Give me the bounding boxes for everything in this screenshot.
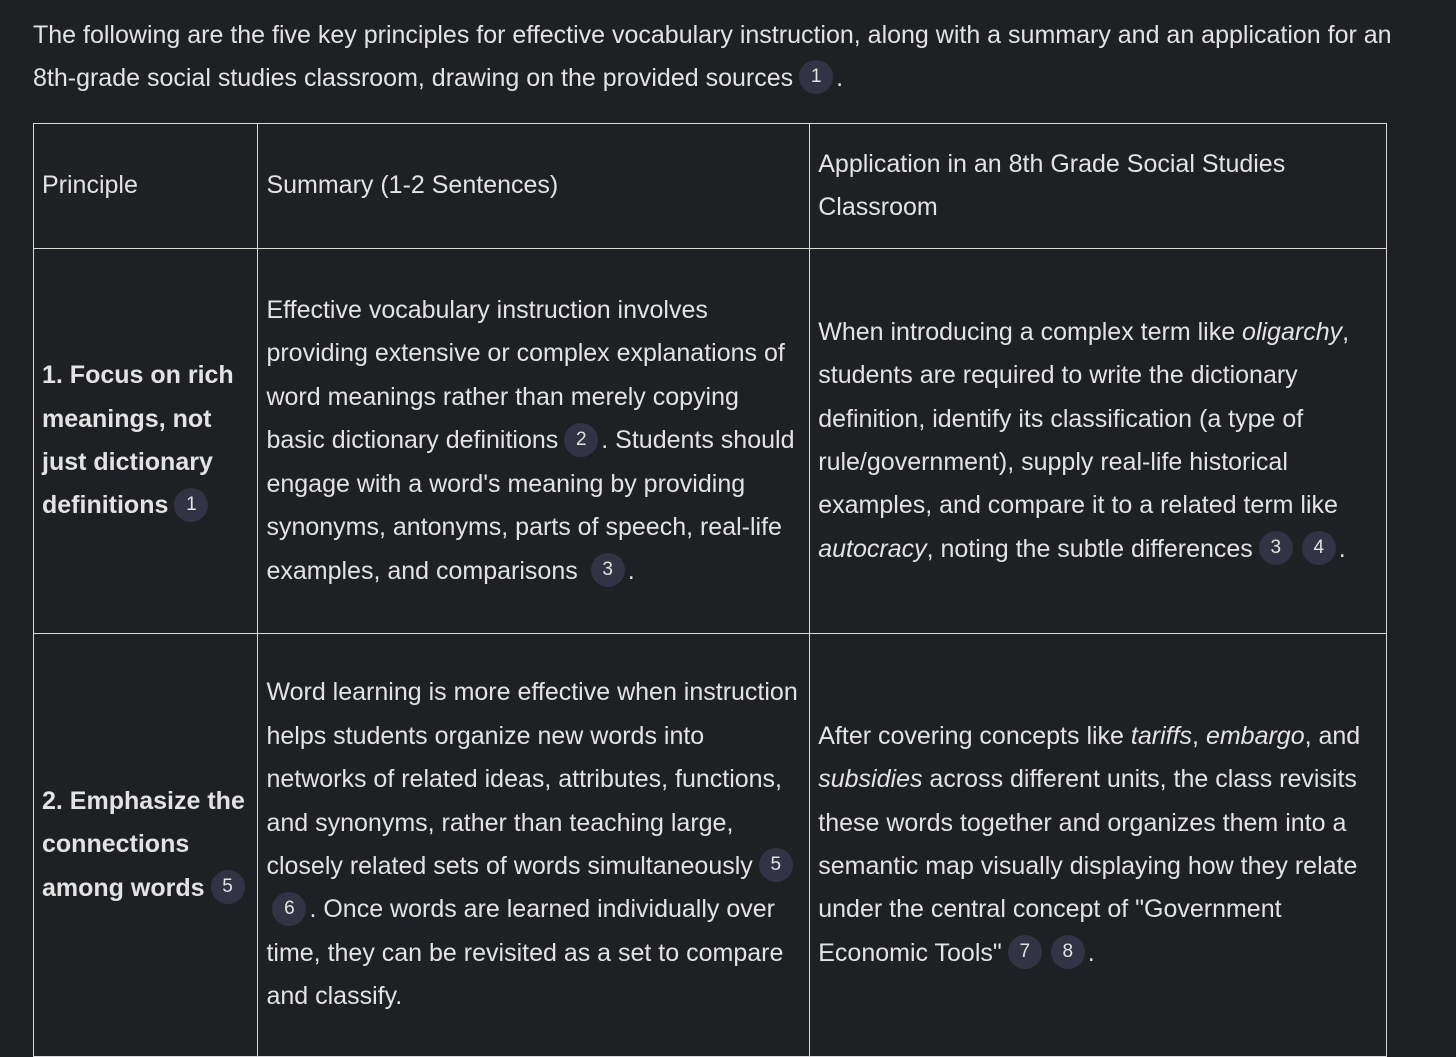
application-text: across different units, the class revisits these words together and organizes them into a semantic map visually displaying how they relate under the central concept of "Government Economic Tools" xyxy=(818,765,1358,967)
header-summary: Summary (1-2 Sentences) xyxy=(258,124,810,249)
citation-chip[interactable]: 4 xyxy=(1302,531,1336,565)
summary-text: . Students should engage with a word's meaning by providing synonyms, antonyms, parts of speech, real-life examples, and comparisons xyxy=(266,426,795,585)
principle-cell xyxy=(34,249,258,634)
application-text: When introducing a complex term like xyxy=(818,317,1243,346)
header-principle: Principle xyxy=(34,124,258,249)
application-cell xyxy=(810,249,1387,634)
application-cell xyxy=(810,634,1387,1057)
intro-end: . xyxy=(836,64,844,92)
header-application: Application in an 8th Grade Social Studies Classroom xyxy=(810,124,1387,249)
summary-text: Word learning is more effective when instruction helps students organize new words into networks of related ideas, attributes, functions, and synonyms, rather than teaching large, closely related sets of words simultaneously xyxy=(266,678,798,880)
citation-chip[interactable]: 3 xyxy=(1259,531,1293,565)
citation-chip[interactable]: 2 xyxy=(564,423,598,457)
summary-text: Effective vocabulary instruction involves providing extensive or complex explanations of word meanings rather than merely copying basic dictionary definitions xyxy=(266,296,785,455)
principle-cell xyxy=(34,634,258,1057)
summary-text: . Once words are learned individually over time, they can be revisited as a set to compare and classify. xyxy=(266,895,784,1011)
citation-chip[interactable]: 5 xyxy=(211,870,245,904)
citation-chip[interactable]: 5 xyxy=(759,848,793,882)
application-text: , and xyxy=(1304,721,1361,750)
citation-chip[interactable]: 8 xyxy=(1051,935,1085,969)
application-term: subsidies xyxy=(818,765,923,794)
table-header-row xyxy=(34,124,1387,249)
citation-chip[interactable]: 1 xyxy=(174,488,208,522)
application-text: . xyxy=(1087,938,1095,967)
principle-text: 2. Emphasize the connections among words xyxy=(42,786,245,902)
application-term: tariffs xyxy=(1130,721,1193,750)
application-text: , students are required to write the dictionary definition, identify its classification (a type of rule/government), supply real-life historical examples, and compare it to a related term like xyxy=(818,317,1350,520)
citation-chip[interactable]: 3 xyxy=(591,553,625,587)
application-term: oligarchy xyxy=(1242,317,1343,346)
application-text: After covering concepts like xyxy=(818,721,1131,750)
summary-cell xyxy=(258,249,810,634)
summary-cell xyxy=(258,634,810,1057)
table-row xyxy=(34,249,1387,634)
citation-chip[interactable]: 7 xyxy=(1008,935,1042,969)
intro-text: The following are the five key principles for effective vocabulary instruction, along with a summary and an application for an 8th-grade social studies classroom, drawing on the provided sources xyxy=(33,21,1392,92)
principles-table xyxy=(33,123,1387,1057)
summary-text: . xyxy=(627,556,635,585)
principle-text: 1. Focus on rich meanings, not just dictionary definitions xyxy=(42,361,234,520)
application-text: , xyxy=(1192,721,1206,750)
citation-chip[interactable]: 6 xyxy=(272,892,306,926)
table-row xyxy=(34,634,1387,1057)
intro-paragraph xyxy=(33,14,1423,100)
application-term: embargo xyxy=(1205,721,1305,750)
application-text: , noting the subtle differences xyxy=(926,534,1253,563)
citation-chip[interactable]: 1 xyxy=(799,60,833,94)
application-text: . xyxy=(1338,534,1346,563)
application-term: autocracy xyxy=(818,534,927,563)
